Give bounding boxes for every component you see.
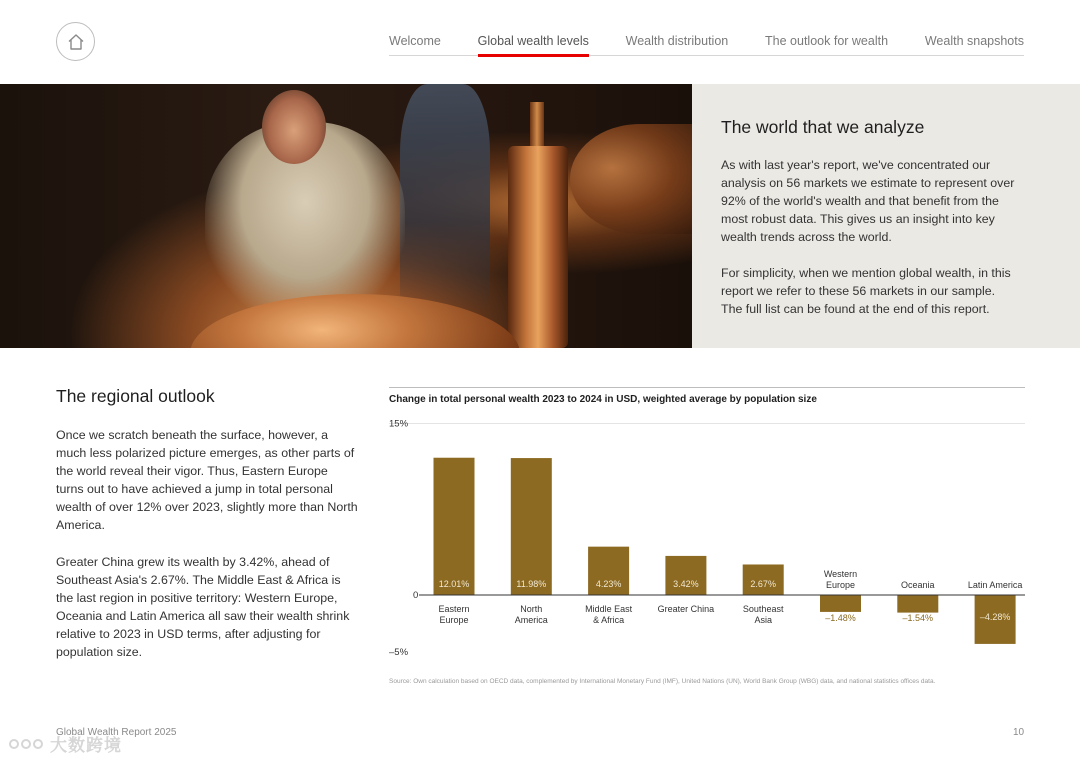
bar — [665, 556, 706, 595]
photo-copper-pipe — [508, 146, 568, 348]
coppersmith-photo — [0, 84, 692, 348]
chart-plot — [389, 388, 1025, 688]
chart-title: Change in total personal wealth 2023 to 2024 in USD, weighted average by population size — [389, 394, 817, 405]
category-label: Middle East — [585, 604, 633, 614]
watermark-text: 大数跨境 — [50, 736, 122, 755]
category-label: Europe — [439, 615, 469, 625]
home-button[interactable] — [56, 22, 95, 61]
watermark — [8, 731, 122, 756]
top-navigation — [0, 0, 1080, 84]
report-name: Global Wealth Report 2025 — [56, 727, 177, 738]
outlook-paragraph: Once we scratch beneath the surface, however, a much less polarized picture emerges, as other parts of the world reveal their vigor. Thus, Eastern Europe turns out to have achieved a jump in total personal wealth of over 12% over 2023, slightly more than North America. — [56, 428, 358, 533]
y-tick-label: 15% — [389, 418, 409, 430]
y-tick-label: –5% — [389, 647, 409, 659]
hero-section — [0, 84, 1080, 348]
data-label: –1.54% — [902, 613, 934, 623]
photo-copper-pipe-top — [530, 102, 544, 150]
bar — [820, 595, 861, 612]
category-label: North — [520, 604, 543, 614]
data-label: 12.01% — [438, 579, 470, 589]
data-label: 3.42% — [673, 579, 699, 589]
data-label: –4.28% — [979, 612, 1011, 622]
wealth-change-chart — [389, 387, 1025, 707]
home-icon — [66, 32, 86, 52]
category-label: Western — [823, 569, 858, 579]
intro-paragraph: As with last year's report, we've concentrated our analysis on 56 markets we estimate to represent over 92% of the world's wealth and that benefit from the most robust data. This gives us an insight into key wealth trends across the world. — [721, 158, 1015, 244]
bar — [897, 595, 938, 613]
chart-source-note: Source: Own calculation based on OECD data, complemented by International Monetary Fund (IMF), United Nations (UN), World Bank Group (WBG) data, and national statistics offices data. — [389, 678, 936, 685]
nav-tab-wealth-snapshots[interactable]: Wealth snapshots — [924, 34, 1024, 48]
nav-tab-global-wealth-levels[interactable]: Global wealth levels — [478, 33, 589, 55]
intro-panel — [692, 84, 1080, 348]
page-number: 10 — [1013, 727, 1025, 738]
category-label: Europe — [825, 580, 856, 590]
bar — [434, 458, 475, 595]
data-label: 2.67% — [750, 579, 776, 589]
intro-paragraph: For simplicity, when we mention global wealth, in this report we refer to these 56 markets in our sample. The full list can be found at the end of this report. — [721, 266, 1011, 316]
y-tick-label: 0 — [413, 590, 419, 601]
photo-background-figure — [400, 84, 490, 314]
photo-craftsman-head — [262, 90, 326, 164]
data-label: –1.48% — [825, 613, 856, 623]
category-label: America — [514, 615, 548, 625]
outlook-title: The regional outlook — [56, 386, 215, 406]
nav-tab-welcome[interactable]: Welcome — [389, 34, 441, 48]
category-label: Eastern — [438, 604, 470, 614]
bar — [511, 458, 552, 595]
category-label: Southeast — [742, 604, 784, 614]
category-label: Latin America — [967, 580, 1023, 590]
nav-tab-wealth-distribution[interactable]: Wealth distribution — [625, 34, 729, 48]
category-label: Greater China — [657, 604, 715, 614]
intro-title: The world that we analyze — [721, 117, 925, 137]
data-label: 4.23% — [595, 579, 622, 589]
category-label: & Africa — [593, 615, 625, 625]
outlook-paragraph: Greater China grew its wealth by 3.42%, ahead of Southeast Asia's 2.67%. The Middle East & Africa is the last region in positive territory: Western Europe, Oceania and Latin America all saw their wealth shrink relative to 2023 in USD terms, after adjusting for population size. — [56, 554, 350, 660]
category-label: Oceania — [901, 580, 935, 590]
watermark-logo-icon — [8, 736, 46, 752]
nav-tab-outlook-for-wealth[interactable]: The outlook for wealth — [765, 34, 889, 48]
nav-tabs — [389, 33, 1024, 56]
category-label: Asia — [754, 615, 772, 625]
regional-outlook-section — [56, 386, 358, 679]
data-label: 11.98% — [516, 579, 547, 589]
photo-copper-vessel — [570, 124, 692, 234]
